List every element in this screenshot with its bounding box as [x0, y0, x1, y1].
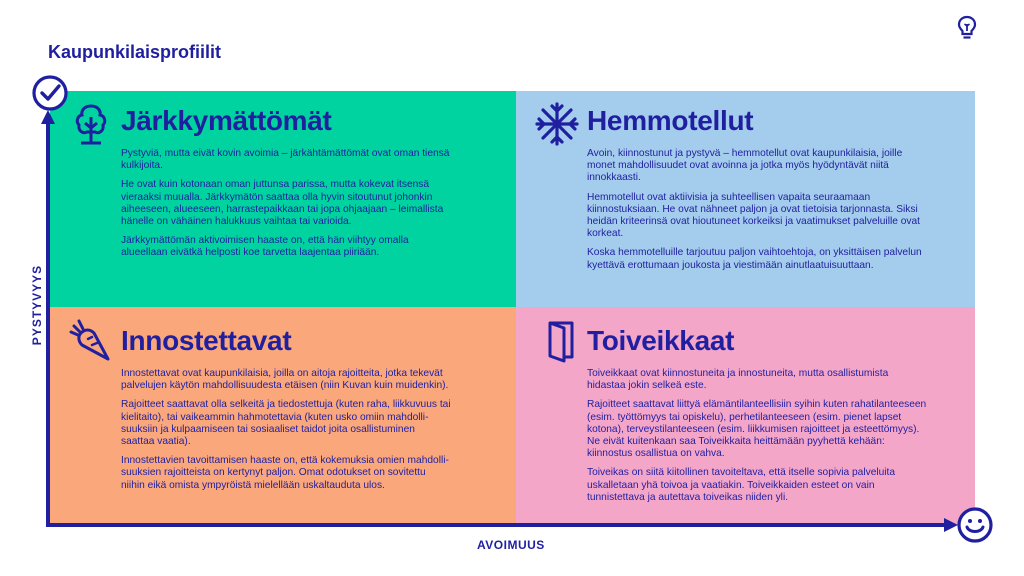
paragraph: Rajoitteet saattavat olla selkeitä ja tiedostettuja (kuten raha, liikkuvuus tai kielitaito), tai vaikeammin hahmotettavia (kuten usko omiin mahdollisuuksiin ja kulpaamiseen tai sosiaaliset taidot joita osallistuminen saattaa vaatia).	[121, 399, 451, 448]
y-axis-arrowhead	[41, 110, 55, 124]
paragraph: Rajoitteet saattavat liittyä elämäntilanteellisiin syihin kuten rahatilanteeseen (esim. työttömyys tai opiskelu), perhetilanteeseen (esim. pienet lapset kotona), terveystilanteeseen (esim. liikkumisen rajoitteet ja esteettömyys). Ne eivät kuitenkaan saa Toiveikkaita heittämään pyyhettä kehään: kiinnostus osallistua on vahva.	[587, 399, 927, 460]
y-axis-label: PYSTYVYYS	[30, 264, 44, 346]
paragraph: Innostettavien tavoittamisen haaste on, että kokemuksia omien mahdollisuuksien rajoitteista on kertynyt paljon. Omat odotukset on sovitettu niihin eikä omista ympyröistä mielellään uskaltauduta ulos.	[121, 455, 449, 491]
checkmark-circle-icon	[31, 74, 69, 112]
quadrant-title: Hemmotellut	[587, 105, 754, 136]
paragraph: Toiveikkaat ovat kiinnostuneita ja innostuneita, mutta osallistumista hidastaa jokin selkeä este.	[587, 368, 889, 392]
paragraph: Pystyviä, mutta eivät kovin avoimia – järkähtämättömät ovat oman tiensä kulkijoita.	[121, 148, 450, 172]
x-axis-label: AVOIMUUS	[477, 538, 545, 552]
paragraph: Toiveikas on siitä kiitollinen tavoiteltava, että itselle sopivia palveluita uskalletaan yhä toivoa ja vaatiakin. Toiveikkaiden esteet on vain tunnistettava ja autettava toiveikas niiden yli.	[587, 467, 896, 503]
paragraph: Hemmotellut ovat aktiivisia ja suhteellisen vapaita seuraamaan kiinnostuksiaan. He ovat nähneet paljon ja ovat tietoisia tarjonnasta. Siksi heidän kriteerinsä ovat hioutuneet korkeiksi ja vaatimukset palveluille ovat korkeat.	[587, 191, 920, 240]
paragraph: Innostettavat ovat kaupunkilaisia, joilla on aitoja rajoitteita, jotka tekevät palvelujen käytön mahdollisuudesta etäisen (niin Kuvan kuin muidenkin).	[121, 368, 449, 392]
quadrant-title: Toiveikkaat	[587, 325, 735, 356]
page-title: Kaupunkilaisprofiilit	[48, 42, 222, 62]
smiley-face-icon	[956, 506, 994, 544]
paragraph: Avoin, kiinnostunut ja pystyvä – hemmotellut ovat kaupunkilaisia, joille monet mahdollisuudet ovat avoinna ja jotka myös hyödyntävät niitä innokkaasti.	[587, 148, 903, 184]
quadrant-title: Innostettavat	[121, 325, 292, 356]
quadrant-title: Järkkymättömät	[121, 105, 332, 136]
paragraph: He ovat kuin kotonaan oman juttunsa parissa, mutta kokevat itsensä vieraaksi muualla. Järkkymätön saattaa olla hyvin sitoutunut johonkin aiheeseen, alueeseen, harrastepaikkaan tai jopa ohjaajaan – leimallista hänelle on vähäinen halukkuus vaihtaa tai varioida.	[121, 179, 444, 228]
paragraph: Koska hemmotelluille tarjoutuu paljon vaihtoehtoja, on yksittäisen palvelun kyettävä erottumaan joukosta ja viestimään ainutlaatuisuuttaan.	[587, 247, 922, 271]
paragraph: Järkkymättömän aktivoimisen haaste on, että hän viihtyy omalla alueellaan eivätkä helposti koe tarvetta laajentaa piiriään.	[121, 235, 409, 259]
